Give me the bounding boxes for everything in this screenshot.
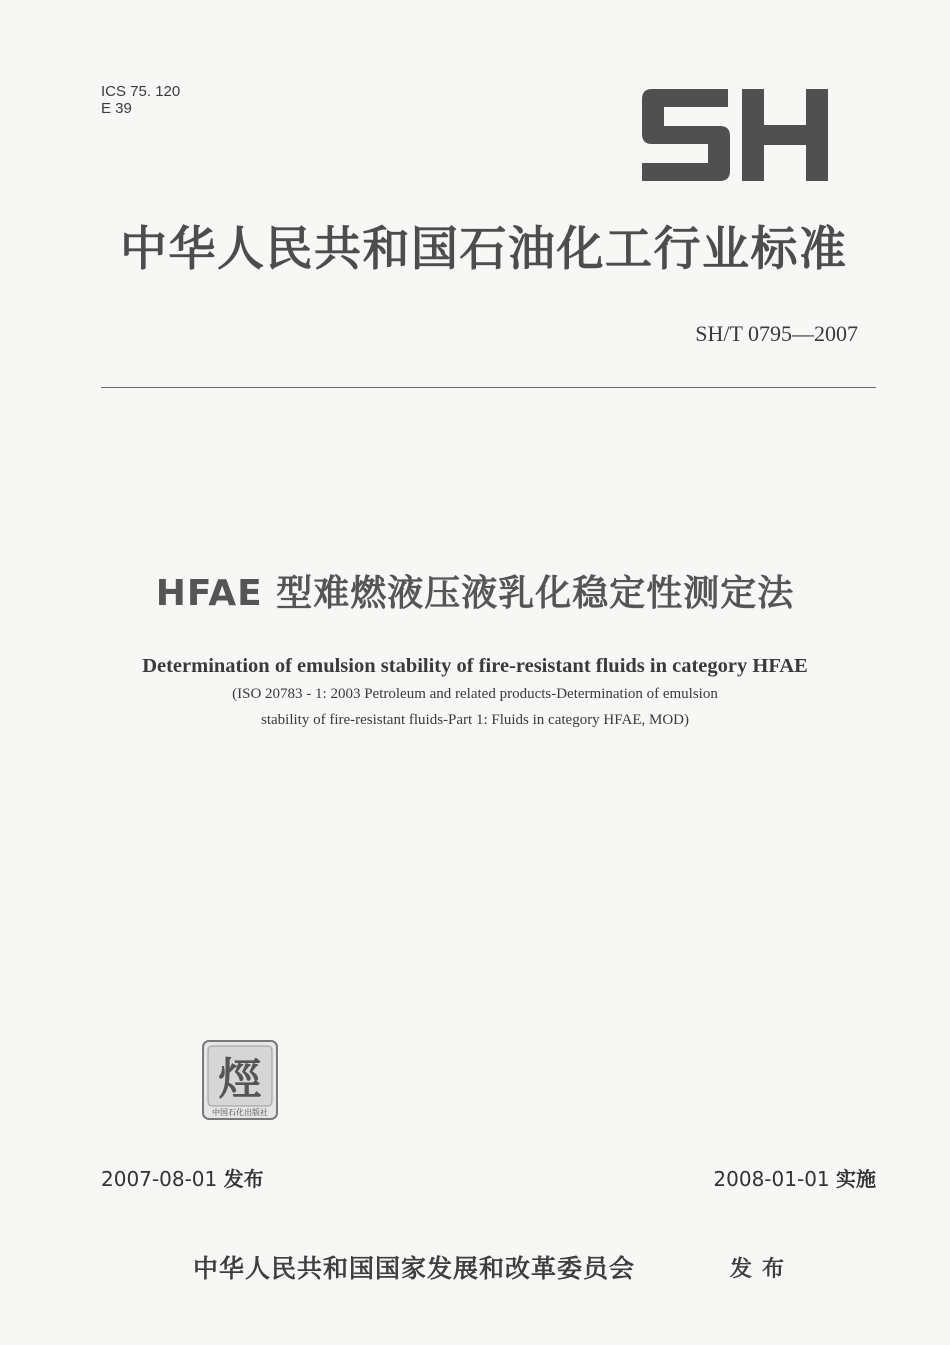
effective-label: 实施 xyxy=(836,1167,876,1191)
issue-date-line xyxy=(101,1166,264,1192)
title-chinese: HFAE 型难燃液压液乳化稳定性测定法 xyxy=(155,573,795,614)
effective-date: 2008-01-01 xyxy=(713,1167,830,1191)
publisher-name: 中华人民共和国国家发展和改革委员会 xyxy=(193,1254,636,1283)
svg-text:烴: 烴 xyxy=(218,1054,262,1105)
standard-category: 中华人民共和国石油化工行业标准 xyxy=(120,222,848,277)
issue-label: 发布 xyxy=(223,1167,264,1191)
standard-number: SH/T 0795—2007 xyxy=(695,321,858,346)
adoption-note-line-1: (ISO 20783 - 1: 2003 Petroleum and related products-Determination of emulsion xyxy=(232,686,718,702)
sh-logo xyxy=(642,89,830,181)
svg-text:中国石化出版社: 中国石化出版社 xyxy=(212,1108,268,1117)
ics-code: ICS 75. 120 xyxy=(101,83,181,100)
ccs-code: E 39 xyxy=(101,100,132,117)
publish-label: 发布 xyxy=(730,1257,795,1282)
issue-date: 2007-08-01 xyxy=(101,1167,218,1191)
title-english: Determination of emulsion stability of fire-resistant fluids in category HFAE xyxy=(142,655,808,677)
publisher-stamp xyxy=(202,1040,278,1120)
effective-date-line xyxy=(713,1166,876,1192)
adoption-note-line-2: stability of fire-resistant fluids-Part 1: Fluids in category HFAE, MOD) xyxy=(261,712,689,728)
header-divider xyxy=(101,387,876,388)
